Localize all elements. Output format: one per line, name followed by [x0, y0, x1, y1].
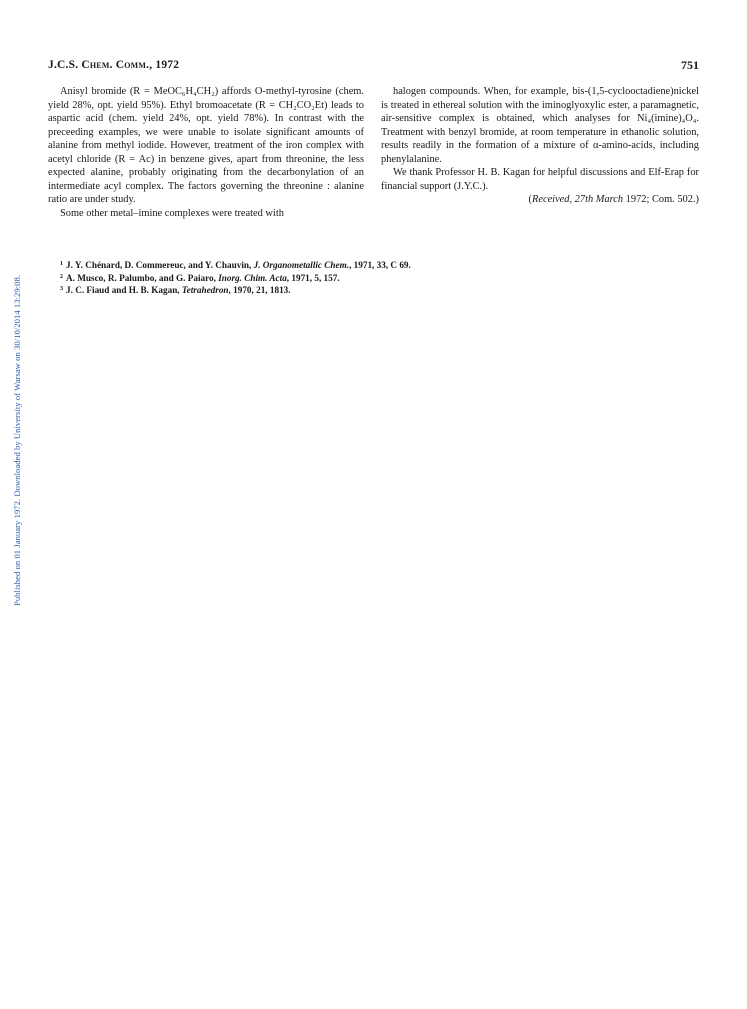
- reference-journal: Inorg. Chim. Acta: [218, 272, 287, 283]
- journal-name: Chem. Comm.: [81, 59, 150, 71]
- page-number: 751: [681, 58, 699, 72]
- acknowledgement: We thank Professor H. B. Kagan for helpful discussions and Elf-Erap for financial support (J.Y.C.).: [381, 167, 699, 192]
- reference-journal: Tetrahedron: [181, 285, 229, 296]
- body-paragraph: Anisyl bromide (R = MeOC₆H₄CH₂) affords O-methyl-tyrosine (chem. yield 28%, opt. yield 95%). Ethyl bromoacetate (R = CH₂CO₂Et) leads to aspartic acid (chem. yield 24%, opt. yield 78%). In contrast with the preceeding examples, we were unable to isolate significant amounts of alanine from methyl iodide. However, treatment of the iron complex with acetyl chloride (R = Ac) in benzene gives, apart from threonine, the less expected alanine, probably originating from the decarbonylation of an intermediate acyl complex. The factors governing the threonine : alanine ratio are under study.: [48, 86, 364, 206]
- body-paragraph: halogen compounds. When, for example, bis-(1,5-cyclooctadiene)nickel is treated in ethereal solution with the iminoglyoxylic ester, a paramagnetic, air-sensitive complex is obtained, which analyses for Ni₄(imine)₄O₄. Treatment with benzyl bromide, at room temperature in ethanolic solution, results readily in the formation of a mixture of α-amino-acids, including phenylalanine.: [381, 86, 699, 165]
- body-paragraph: Some other metal–imine complexes were treated with: [60, 207, 284, 219]
- reference-item: $^1$ J. Y. Chénard, D. Commereuc, and Y. Chauvin, J. Organometallic Chem., 1971, 33, C 69.: [60, 260, 411, 270]
- reference-journal: J. Organometallic Chem.: [253, 260, 350, 270]
- reference-number: 3: [60, 286, 63, 293]
- right-column: [381, 85, 699, 207]
- references: [60, 259, 580, 297]
- running-header: [48, 59, 179, 71]
- reference-number: 2: [60, 273, 63, 280]
- received-note: (Received, 27th March 1972; Com. 502.): [528, 194, 699, 206]
- reference-number: 1: [60, 261, 63, 267]
- left-column: [48, 85, 364, 220]
- journal-prefix: J.C.S.: [48, 59, 82, 71]
- received-label: Received, 27th March: [532, 194, 624, 206]
- received-details: 1972; Com. 502.): [623, 194, 699, 206]
- download-watermark: Published on 01 January 1972. Downloaded by University of Warsaw on 30/10/2014 13:29:08.: [12, 274, 22, 606]
- reference-item: $^3$ J. C. Fiaud and H. B. Kagan, Tetrahedron, 1970, 21, 1813.: [60, 285, 291, 296]
- journal-year: , 1972: [149, 59, 180, 71]
- reference-item: $^2$ A. Musco, R. Palumbo, and G. Paiaro, Inorg. Chim. Acta, 1971, 5, 157.: [60, 272, 340, 283]
